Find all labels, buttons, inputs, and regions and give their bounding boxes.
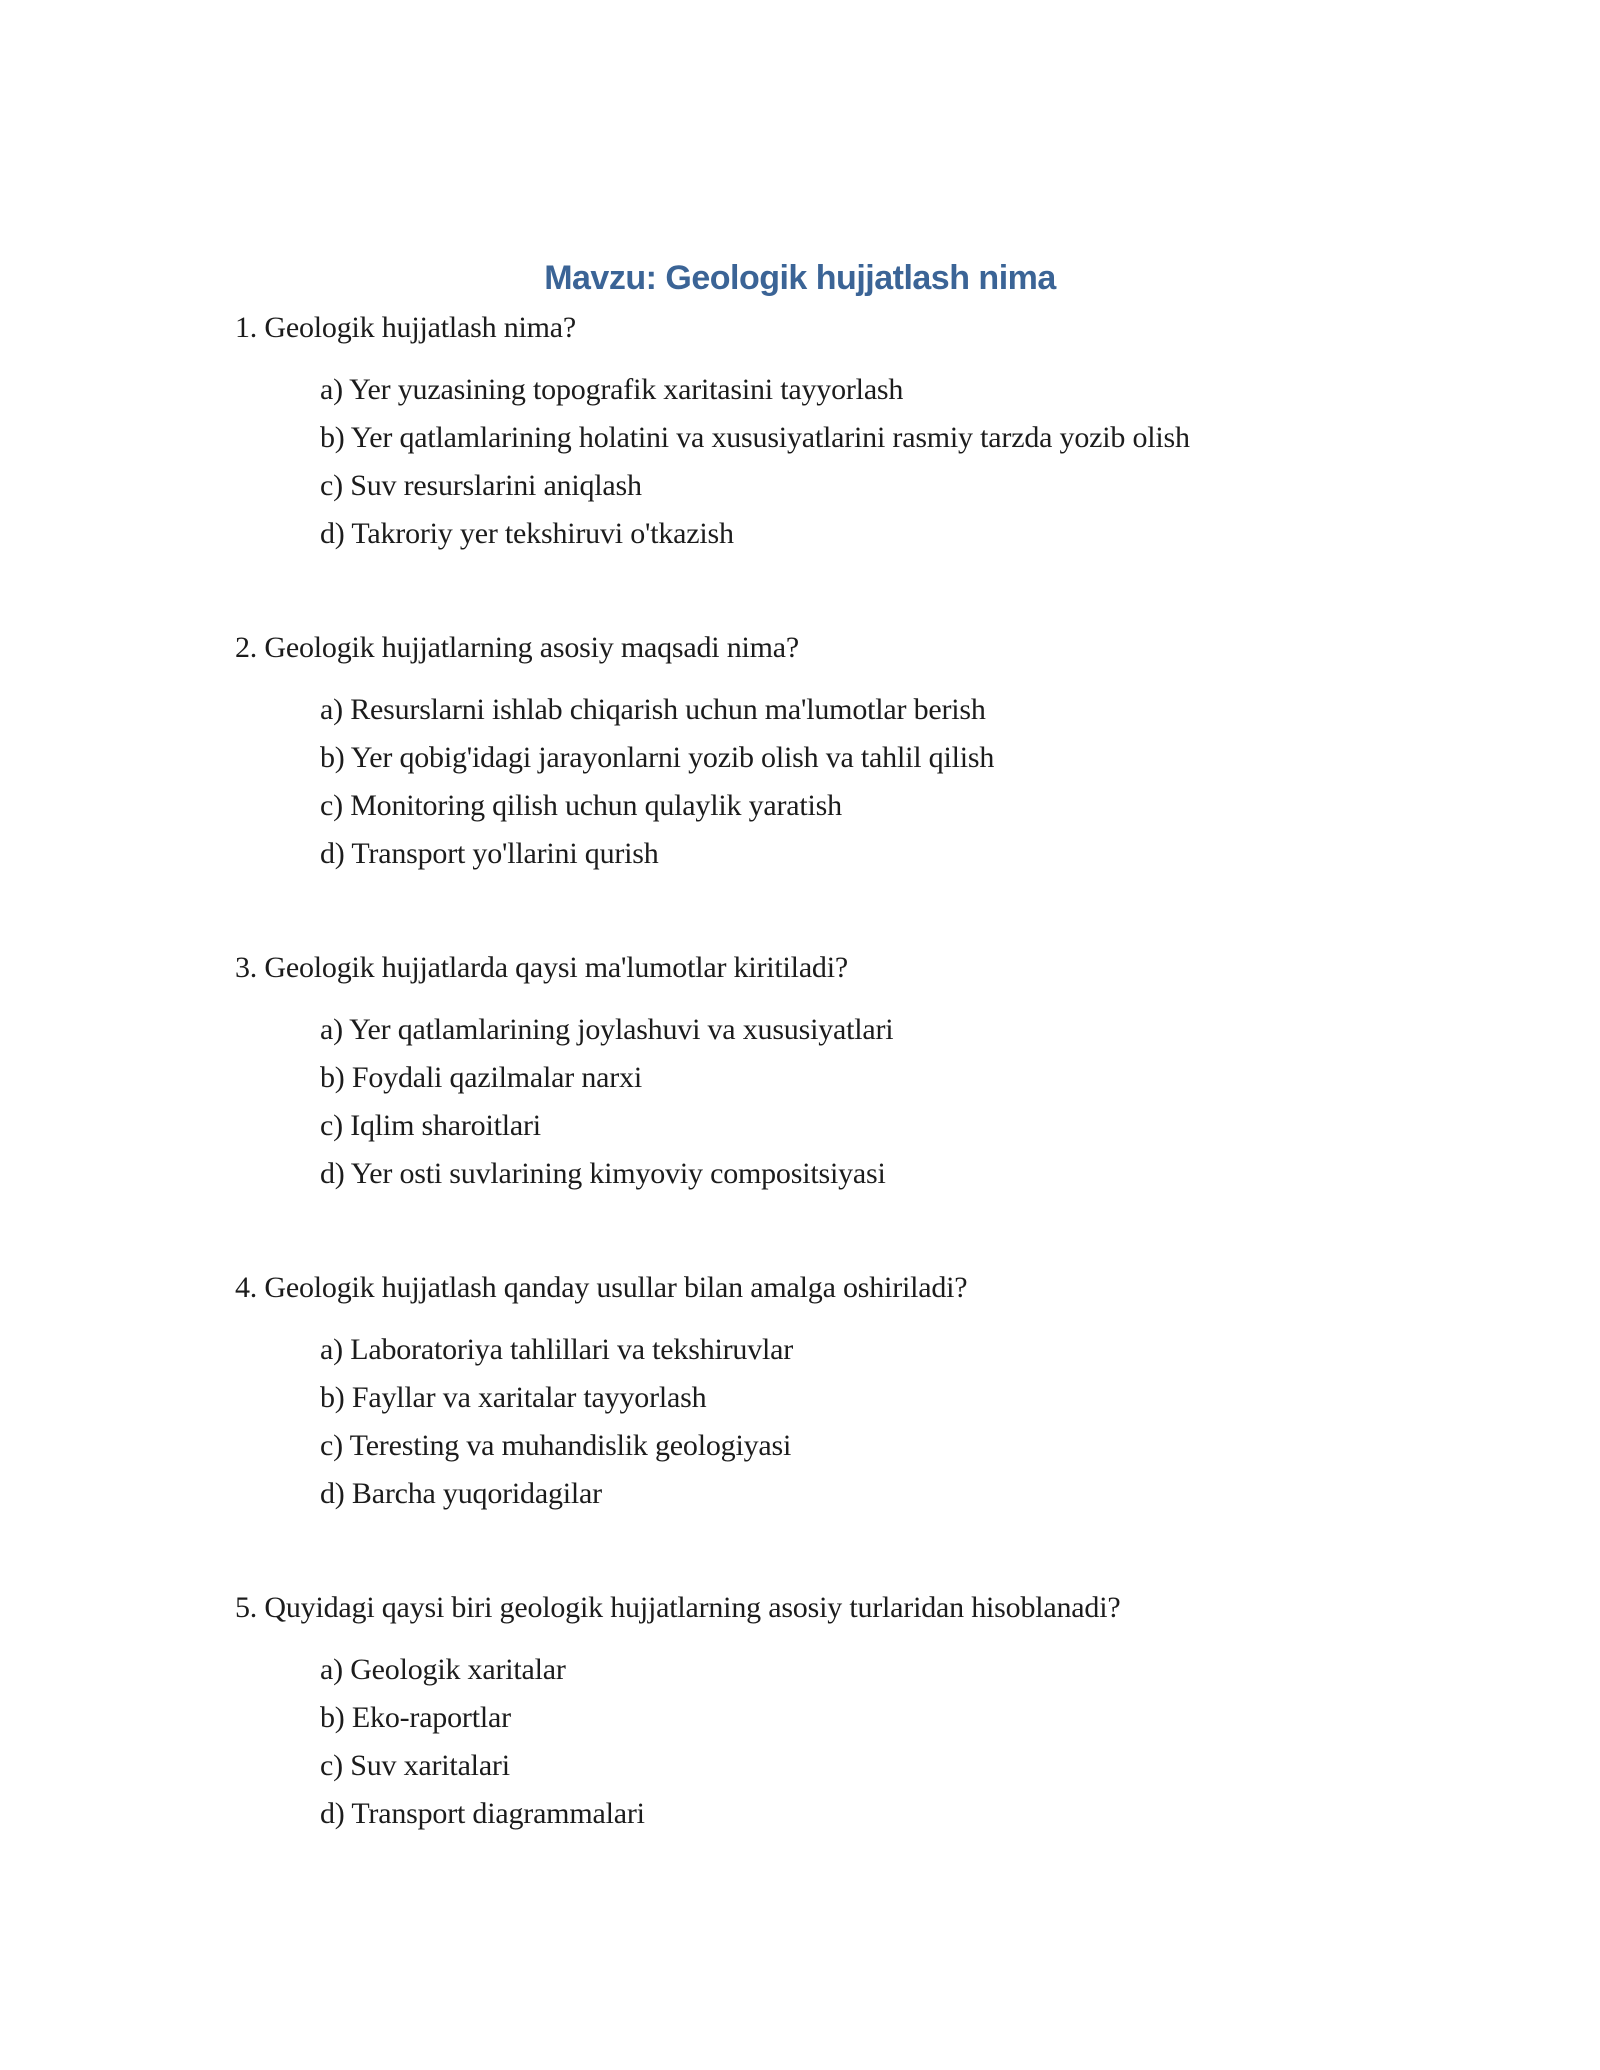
option-text: c) Teresting va muhandislik geologiyasi [320,1429,792,1462]
question-text: 4. Geologik hujjatlash qanday usullar bilan amalga oshiriladi? [235,1271,968,1304]
option-text: c) Monitoring qilish uchun qulaylik yaratish [320,789,842,822]
question-block [0,624,1600,878]
option-text: c) Suv xaritalari [320,1749,510,1782]
option-text: d) Takroriy yer tekshiruvi o'tkazish [320,517,734,550]
option-text: b) Fayllar va xaritalar tayyorlash [320,1381,707,1414]
option-text: b) Yer qatlamlarining holatini va xususiyatlarini rasmiy tarzda yozib olish [320,421,1190,454]
options-list [0,1646,1600,1838]
question-text: 2. Geologik hujjatlarning asosiy maqsadi nima? [235,631,800,664]
option-text: b) Foydali qazilmalar narxi [320,1061,642,1094]
option-text: a) Laboratoriya tahlillari va tekshiruvlar [320,1333,794,1366]
options-list [0,1326,1600,1518]
option-text: a) Resurslarni ishlab chiqarish uchun ma'lumotlar berish [320,693,986,726]
question-text: 3. Geologik hujjatlarda qaysi ma'lumotlar kiritiladi? [235,951,848,984]
option-text: b) Yer qobig'idagi jarayonlarni yozib olish va tahlil qilish [320,741,995,774]
page-title: Mavzu: Geologik hujjatlash nima [544,259,1056,297]
option-text: d) Barcha yuqoridagilar [320,1477,602,1510]
option-text: b) Eko-raportlar [320,1701,511,1734]
question-block [0,304,1600,558]
option-text: a) Yer yuzasining topografik xaritasini tayyorlash [320,373,904,406]
option-text: a) Yer qatlamlarining joylashuvi va xususiyatlari [320,1013,894,1046]
options-list [0,686,1600,878]
option-text: d) Transport yo'llarini qurish [320,837,659,870]
option-text: d) Yer osti suvlarining kimyoviy compositsiyasi [320,1157,886,1190]
question-block [0,1264,1600,1518]
options-list [0,366,1600,558]
option-text: d) Transport diagrammalari [320,1797,645,1830]
question-block [0,1584,1600,1838]
options-list [0,1006,1600,1198]
option-text: c) Iqlim sharoitlari [320,1109,541,1142]
option-text: a) Geologik xaritalar [320,1653,566,1686]
question-text: 1. Geologik hujjatlash nima? [235,311,576,344]
question-text: 5. Quyidagi qaysi biri geologik hujjatlarning asosiy turlaridan hisoblanadi? [235,1591,1121,1624]
question-block [0,944,1600,1198]
option-text: c) Suv resurslarini aniqlash [320,469,642,502]
